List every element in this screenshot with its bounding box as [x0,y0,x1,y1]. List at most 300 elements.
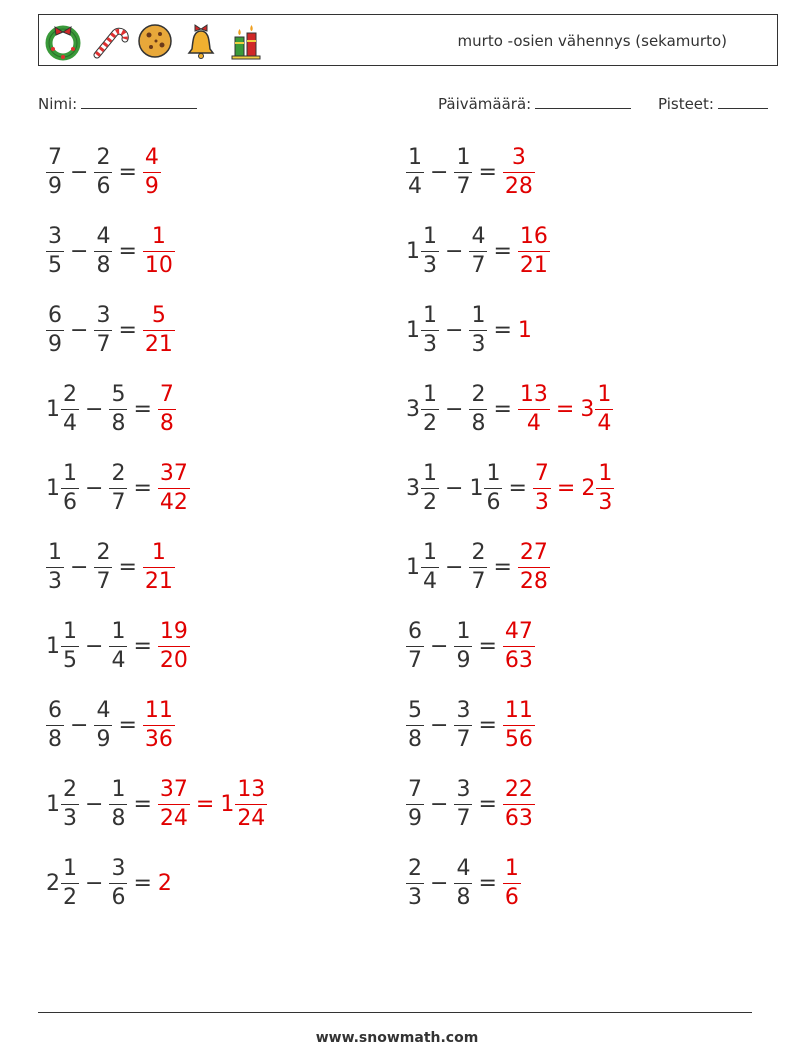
subtrahend-numerator: 2 [96,144,111,170]
equals-sign: = [118,712,137,738]
equals-sign: = [555,396,575,422]
minuend-numerator: 3 [48,223,62,249]
equals-sign: = [508,475,527,501]
minuend-fraction [46,697,64,752]
answer-part-1-value [518,539,550,594]
subtrahend-denominator: 4 [111,647,126,673]
minuend-whole: 1 [406,238,420,264]
answer [487,381,613,436]
answer-part-1-numerator: 3 [511,144,526,170]
problem-6 [406,300,533,360]
answer [112,144,160,199]
minuend-numerator: 1 [63,855,77,881]
subtrahend-denominator: 8 [471,410,486,436]
minuend-numerator: 1 [63,618,77,644]
subtrahend-value [94,539,112,594]
answer-part-1-fraction [158,618,190,673]
subtrahend-whole: 1 [469,475,484,501]
subtrahend-denominator: 7 [471,252,486,278]
subtrahend-value [109,460,127,515]
minuend-denominator: 8 [408,726,422,752]
subtrahend-denominator: 7 [96,568,111,594]
subtrahend-denominator: 8 [456,884,471,910]
minuend-denominator: 4 [423,568,437,594]
subtrahend-value [469,381,487,436]
minus-sign: − [445,238,464,264]
subtrahend-numerator: 4 [471,223,486,249]
subtrahend-fraction [94,697,112,752]
minuend-value [406,618,424,673]
answer-part-1-fraction [518,539,550,594]
answer [472,618,534,673]
minuend-value [406,539,439,594]
subtrahend-denominator: 8 [111,805,126,831]
subtrahend-value [109,618,127,673]
minuend-value [46,776,79,831]
subtrahend-value [469,539,487,594]
answer-part-1-denominator: 20 [159,647,188,673]
footer-url: www.snowmath.com [315,1030,479,1046]
subtrahend-numerator: 1 [456,144,471,170]
minuend-fraction [46,223,64,278]
minuend-numerator: 5 [408,697,422,723]
subtrahend-value [454,697,472,752]
answer-part-2-whole: 2 [581,475,596,501]
subtrahend-numerator: 2 [96,539,111,565]
minuend-denominator: 9 [48,173,62,199]
minuend-denominator: 2 [63,884,77,910]
minuend-denominator: 4 [408,173,422,199]
problem-1 [46,142,161,202]
answer [487,223,549,278]
answer [487,539,549,594]
minuend-fraction [421,381,439,436]
minuend-fraction [46,539,64,594]
answer-part-1-fraction [503,855,521,910]
answer-part-1-value [518,381,550,436]
problem-8 [406,379,613,439]
minuend-numerator: 2 [63,381,77,407]
minuend-fraction [61,381,79,436]
answer-part-1-denominator: 28 [504,173,533,199]
answer-part-1-numerator: 13 [519,381,548,407]
cookie-icon [135,21,175,61]
minus-sign: − [445,554,464,580]
answer-part-1-denominator: 63 [504,805,533,831]
subtrahend-fraction [469,223,487,278]
answer [502,460,614,515]
minuend-value [406,855,424,910]
answer [127,618,189,673]
minuend-fraction [406,618,424,673]
answer-part-1-denominator: 36 [144,726,173,752]
equals-sign: = [133,633,152,659]
minus-sign: − [430,791,449,817]
score-blank[interactable] [718,93,768,109]
score-field [658,93,768,113]
answer-part-1-numerator: 19 [159,618,188,644]
minuend-value [46,460,79,515]
answer-part-2-fraction [595,381,613,436]
answer-part-1-denominator: 24 [159,805,188,831]
problem-10 [406,458,614,518]
minus-sign: − [430,712,449,738]
answer-part-1-value [503,776,535,831]
answer-part-2-whole: 3 [580,396,595,422]
equals-sign: = [493,317,512,343]
subtrahend-denominator: 7 [456,805,471,831]
equals-sign: = [478,159,497,185]
answer-part-1-value [158,381,176,436]
minuend-denominator: 3 [48,568,62,594]
subtrahend-numerator: 2 [471,539,486,565]
answer-part-1-fraction [503,618,535,673]
minuend-value [46,144,64,199]
minuend-numerator: 7 [408,776,422,802]
minuend-value [406,697,424,752]
answer [112,539,174,594]
answer-part-1-fraction [503,697,535,752]
minus-sign: − [70,712,89,738]
minus-sign: − [85,633,104,659]
answer-part-1-value [143,144,161,199]
answer-part-1-numerator: 4 [144,144,159,170]
subtrahend-denominator: 6 [486,489,501,515]
problem-15 [46,695,175,755]
equals-sign: = [478,633,497,659]
date-label: Päivämäärä: [438,95,532,113]
problem-7 [46,379,176,439]
subtrahend-fraction [94,302,112,357]
subtrahend-fraction [94,223,112,278]
answer-part-1-value [503,144,535,199]
minuend-numerator: 2 [63,776,77,802]
minus-sign: − [430,870,449,896]
subtrahend-numerator: 4 [96,697,111,723]
problem-12 [406,537,550,597]
subtrahend-value [454,618,472,673]
minuend-whole: 1 [406,554,420,580]
subtrahend-denominator: 7 [456,726,471,752]
answer-part-1-value [143,223,175,278]
answer-part-1-denominator: 6 [504,884,519,910]
answer-part-2-value [580,381,613,436]
answer-part-1-value [158,460,190,515]
minuend-denominator: 9 [408,805,422,831]
minuend-denominator: 3 [423,331,437,357]
subtrahend-numerator: 4 [456,855,471,881]
minus-sign: − [85,870,104,896]
subtrahend-numerator: 2 [111,460,126,486]
answer [127,871,172,896]
problem-3 [46,221,175,281]
name-label: Nimi: [38,95,78,113]
subtrahend-numerator: 1 [486,460,501,486]
subtrahend-numerator: 1 [471,302,486,328]
answer-part-1-numerator: 1 [151,223,166,249]
subtrahend-fraction [109,855,127,910]
answer [472,855,520,910]
answer-part-1-denominator: 10 [144,252,173,278]
problem-11 [46,537,175,597]
answer-part-2-numerator: 1 [597,381,612,407]
score-label: Pisteet: [658,95,714,113]
minuend-denominator: 5 [63,647,77,673]
answer-part-1-value [143,539,175,594]
answer-part-2-value [220,776,267,831]
subtrahend-value [109,776,127,831]
answer-part-1-numerator: 11 [144,697,173,723]
minus-sign: − [70,317,89,343]
answer-part-1-fraction [158,776,190,831]
minuend-numerator: 6 [48,302,62,328]
answer-part-1-value [503,697,535,752]
answer-part-1-denominator: 9 [144,173,159,199]
subtrahend-fraction [109,776,127,831]
answer-part-1-value [518,223,550,278]
minuend-value [406,381,439,436]
subtrahend-numerator: 3 [456,697,471,723]
minuend-fraction [406,697,424,752]
subtrahend-fraction [109,460,127,515]
answer [112,223,174,278]
minuend-numerator: 1 [408,144,422,170]
subtrahend-value [454,144,472,199]
subtrahend-value [454,776,472,831]
minus-sign: − [70,554,89,580]
problem-17 [46,774,267,834]
minuend-fraction [406,855,424,910]
subtrahend-denominator: 8 [111,410,126,436]
subtrahend-denominator: 9 [96,726,111,752]
answer-part-1-fraction [143,697,175,752]
subtrahend-denominator: 3 [471,331,486,357]
subtrahend-fraction [454,776,472,831]
minuend-numerator: 1 [423,223,437,249]
answer-part-1-numerator: 37 [159,776,188,802]
minus-sign: − [445,475,464,501]
minuend-value [406,776,424,831]
answer-part-1-numerator: 16 [519,223,548,249]
equals-sign: = [133,396,152,422]
minuend-value [46,697,64,752]
equals-sign: = [195,791,215,817]
bell-icon [181,21,221,61]
minuend-fraction [421,223,439,278]
problem-13 [46,616,190,676]
answer-part-1-denominator: 56 [504,726,533,752]
answer-part-1-value [158,871,173,896]
answer-part-1-numerator: 7 [159,381,174,407]
minuend-denominator: 5 [48,252,62,278]
answer-part-1-numerator: 7 [534,460,549,486]
answer-part-1-fraction [143,144,161,199]
subtrahend-numerator: 1 [456,618,471,644]
equals-sign: = [118,159,137,185]
equals-sign: = [118,554,137,580]
answer-part-1-value [518,318,533,343]
answer [472,697,534,752]
subtrahend-value [469,460,502,515]
subtrahend-fraction [469,381,487,436]
answer-part-1-whole: 2 [157,870,172,896]
wreath-icon [43,21,83,61]
name-blank[interactable] [81,93,197,109]
minus-sign: − [70,159,89,185]
minuend-fraction [61,855,79,910]
equals-sign: = [556,475,576,501]
worksheet-header [38,14,778,66]
answer-part-1-fraction [518,381,550,436]
answer-part-1-fraction [158,381,176,436]
subtrahend-fraction [469,539,487,594]
problem-16 [406,695,535,755]
subtrahend-fraction [484,460,502,515]
minuend-value [406,302,439,357]
answer-part-1-denominator: 21 [144,331,173,357]
minuend-numerator: 1 [423,539,437,565]
answer-part-1-fraction [533,460,551,515]
answer-part-1-fraction [143,539,175,594]
minuend-value [46,539,64,594]
subtrahend-denominator: 6 [96,173,111,199]
minuend-fraction [61,776,79,831]
subtrahend-value [94,697,112,752]
answer-part-1-numerator: 1 [504,855,519,881]
problem-19 [46,853,173,913]
answer-part-1-numerator: 5 [151,302,166,328]
minus-sign: − [445,396,464,422]
equals-sign: = [133,475,152,501]
candy-cane-icon [89,21,129,61]
minuend-numerator: 1 [48,539,62,565]
minuend-whole: 1 [46,791,60,817]
answer-part-2-numerator: 13 [237,776,266,802]
answer [472,144,534,199]
answer-part-1-whole: 1 [517,317,532,343]
minuend-whole: 3 [406,475,420,501]
answer-part-1-fraction [143,302,175,357]
minuend-fraction [421,539,439,594]
minuend-fraction [46,302,64,357]
subtrahend-numerator: 2 [471,381,486,407]
minus-sign: − [430,159,449,185]
minuend-denominator: 6 [63,489,77,515]
subtrahend-fraction [94,539,112,594]
minuend-whole: 1 [406,317,420,343]
answer-part-1-value [533,460,551,515]
answer-part-1-value [158,618,190,673]
answer-part-1-fraction [143,223,175,278]
equals-sign: = [478,870,497,896]
minuend-denominator: 2 [423,489,437,515]
date-field [438,93,631,113]
subtrahend-fraction [454,144,472,199]
equals-sign: = [478,712,497,738]
footer-divider [38,1012,752,1013]
answer-part-2-numerator: 1 [598,460,613,486]
subtrahend-numerator: 1 [111,776,126,802]
answer [127,776,267,831]
answer-part-2-denominator: 3 [598,489,613,515]
answer-part-1-numerator: 37 [159,460,188,486]
answer-part-1-denominator: 28 [519,568,548,594]
minuend-fraction [406,144,424,199]
subtrahend-numerator: 4 [96,223,111,249]
answer-part-2-whole: 1 [220,791,235,817]
equals-sign: = [118,238,137,264]
minuend-numerator: 2 [408,855,422,881]
answer-part-1-fraction [518,223,550,278]
answer [127,460,189,515]
subtrahend-fraction [454,855,472,910]
minuend-value [46,302,64,357]
answer-part-2-value [581,460,614,515]
minuend-fraction [421,460,439,515]
answer-part-1-value [158,776,190,831]
subtrahend-denominator: 7 [96,331,111,357]
subtrahend-value [454,855,472,910]
minus-sign: − [445,317,464,343]
answer-part-2-fraction [235,776,267,831]
minuend-fraction [61,618,79,673]
answer-part-2-denominator: 24 [237,805,266,831]
answer [112,697,174,752]
minuend-denominator: 3 [408,884,422,910]
minuend-whole: 1 [46,475,60,501]
minuend-numerator: 6 [408,618,422,644]
date-blank[interactable] [535,93,631,109]
subtrahend-denominator: 6 [111,884,126,910]
minuend-value [46,618,79,673]
subtrahend-denominator: 8 [96,252,111,278]
answer [487,318,532,343]
answer-part-1-numerator: 27 [519,539,548,565]
answer-part-1-value [503,855,521,910]
subtrahend-value [94,144,112,199]
answer-part-1-denominator: 4 [518,409,550,435]
equals-sign: = [133,870,152,896]
problem-14 [406,616,535,676]
candles-icon [227,21,267,61]
problem-2 [406,142,535,202]
subtrahend-fraction [469,302,487,357]
minuend-numerator: 1 [423,302,437,328]
equals-sign: = [118,317,137,343]
subtrahend-fraction [454,697,472,752]
problem-20 [406,853,521,913]
minuend-denominator: 3 [423,252,437,278]
answer-part-1-denominator: 21 [144,568,173,594]
answer-part-1-denominator: 8 [159,410,174,436]
answer [472,776,534,831]
answer-part-1-numerator: 22 [504,776,533,802]
subtrahend-value [94,223,112,278]
equals-sign: = [493,396,512,422]
minuend-numerator: 1 [63,460,77,486]
answer [127,381,175,436]
minuend-value [406,144,424,199]
minuend-denominator: 3 [63,805,77,831]
minuend-value [46,855,79,910]
minus-sign: − [85,475,104,501]
subtrahend-fraction [454,618,472,673]
subtrahend-denominator: 9 [456,647,471,673]
name-field [38,93,197,113]
subtrahend-value [109,855,127,910]
subtrahend-numerator: 3 [96,302,111,328]
answer-part-1-numerator: 1 [151,539,166,565]
